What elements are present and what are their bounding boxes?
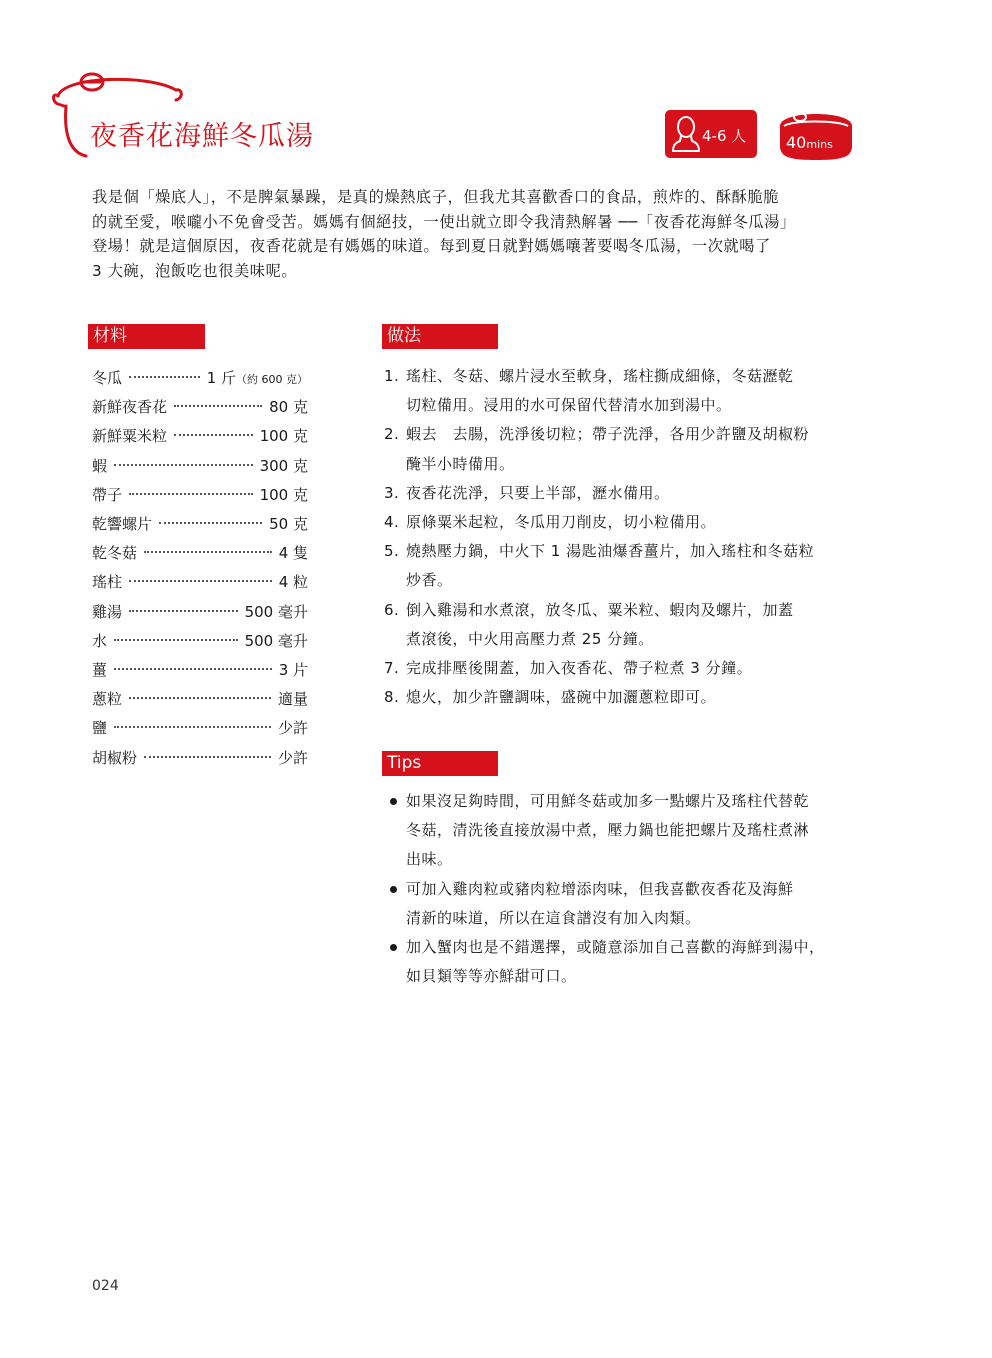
person-icon xyxy=(670,114,702,154)
method-step-number: 1. xyxy=(384,367,400,385)
method-step-line: 倒入雞湯和水煮滾，放冬瓜、粟米粒、蝦肉及螺片，加蓋 xyxy=(406,600,794,619)
method-step-line: 完成排壓後開蓋，加入夜香花、帶子粒煮 3 分鐘。 xyxy=(406,659,753,677)
tips-heading: Tips xyxy=(382,751,498,776)
leader-dots xyxy=(114,726,271,728)
ingredient-quantity-value: 3 片 xyxy=(278,661,308,679)
ingredient-quantity xyxy=(207,366,308,392)
tip-line: 出味。 xyxy=(406,850,453,869)
time-text xyxy=(786,133,833,152)
ingredient-row xyxy=(92,483,308,507)
leader-dots xyxy=(114,668,272,670)
ingredient-name: 冬瓜 xyxy=(92,369,123,387)
tip-line: 加入蟹肉也是不錯選擇，或隨意添加自己喜歡的海鮮到湯中， xyxy=(406,938,825,956)
ingredient-row xyxy=(92,629,308,653)
ingredient-quantity-value: 100 克 xyxy=(259,485,308,504)
tip-bullet xyxy=(390,798,397,805)
intro-line: 3 大碗，泡飯吃也很美味呢。 xyxy=(92,261,298,280)
ingredient-name: 薑 xyxy=(92,661,108,679)
tip-line: 如貝類等等亦鮮甜可口。 xyxy=(406,967,577,986)
ingredient-name: 新鮮粟米粒 xyxy=(92,427,168,446)
ingredient-quantity xyxy=(260,424,308,448)
ingredient-quantity-value: 300 克 xyxy=(259,456,308,475)
intro-line: 我是個「燥底人」，不是脾氣暴躁，是真的燥熱底子，但我尤其喜歡香口的食品，煎炸的、酥酥脆脆 xyxy=(92,188,780,206)
method-step-number: 3. xyxy=(384,483,400,502)
ingredient-quantity-value: 50 克 xyxy=(269,515,308,533)
ingredient-quantity-value: 80 克 xyxy=(269,398,308,417)
intro-line: 的就至愛，喉嚨小不免會受苦。媽媽有個絕技，一使出就立即令我清熱解暑 ──「夜香花海鮮冬瓜湯」 xyxy=(92,212,796,231)
tip-bullet xyxy=(390,886,397,893)
ingredient-row xyxy=(92,512,308,536)
intro-paragraph xyxy=(92,185,882,283)
ingredient-name: 乾冬菇 xyxy=(92,544,138,563)
intro-line: 登場！就是這個原因，夜香花就是有媽媽的味道。每到夏日就對媽媽嚷著要喝冬瓜湯，一次就喝了 xyxy=(92,237,771,255)
ingredient-row xyxy=(92,570,308,594)
recipe-title: 夜香花海鮮冬瓜湯 xyxy=(90,121,314,152)
ingredient-row xyxy=(92,454,308,478)
ingredient-name: 胡椒粉 xyxy=(92,748,138,767)
ingredient-quantity xyxy=(269,512,308,536)
ingredient-name: 乾響螺片 xyxy=(92,515,153,533)
ingredient-quantity-value: 500 毫升 xyxy=(244,602,308,621)
ingredient-quantity-value: 1 斤 xyxy=(206,369,236,387)
method-step-number: 5. xyxy=(384,542,400,561)
time-unit: mins xyxy=(806,138,833,151)
ingredient-row xyxy=(92,541,308,565)
method-step-line: 瑤柱、冬菇、螺片浸水至軟身，瑤柱撕成細條，冬菇瀝乾 xyxy=(406,367,794,385)
ingredient-name: 帶子 xyxy=(92,485,123,504)
tip-bullet xyxy=(390,944,397,951)
method-step-line: 炒香。 xyxy=(406,571,453,590)
ingredient-row xyxy=(92,658,308,682)
ingredient-quantity-value: 100 克 xyxy=(259,427,308,446)
tip-line: 如果沒足夠時間，可用鮮冬菇或加多一點螺片及瑤柱代替乾 xyxy=(406,792,810,810)
time-value: 40 xyxy=(786,133,807,152)
tip-line: 清新的味道，所以在這食譜沒有加入肉類。 xyxy=(406,908,701,927)
method-step-line: 燒熱壓力鍋，中火下 1 湯匙油爆香薑片，加入瑤柱和冬菇粒 xyxy=(406,542,815,561)
time-pot-icon xyxy=(776,102,856,162)
ingredient-quantity xyxy=(278,716,308,740)
ingredient-quantity xyxy=(269,395,308,419)
ingredient-quantity xyxy=(245,629,308,653)
leader-dots xyxy=(114,639,238,641)
ingredient-quantity xyxy=(278,746,308,770)
tip-line: 冬菇，清洗後直接放湯中煮，壓力鍋也能把螺片及瑤柱煮淋 xyxy=(406,821,810,840)
method-step-line: 煮滾後，中火用高壓力煮 25 分鐘。 xyxy=(406,629,654,648)
ingredient-quantity-value: 4 粒 xyxy=(278,573,308,592)
leader-dots xyxy=(129,376,200,378)
ingredient-row xyxy=(92,600,308,624)
ingredient-name: 鹽 xyxy=(92,719,108,738)
ingredient-row xyxy=(92,395,308,419)
ingredient-row xyxy=(92,746,308,770)
leader-dots xyxy=(114,464,253,466)
ingredient-row xyxy=(92,424,308,448)
ingredient-quantity xyxy=(260,483,308,507)
ingredient-name: 蔥粒 xyxy=(92,690,123,709)
ingredient-quantity-value: 少許 xyxy=(277,748,308,767)
ingredient-quantity xyxy=(279,570,308,594)
leader-dots xyxy=(159,522,262,524)
leader-dots xyxy=(174,405,262,407)
ingredient-quantity xyxy=(245,600,308,624)
ingredient-quantity-value: 4 隻 xyxy=(278,544,308,563)
method-step-number: 2. xyxy=(384,425,400,444)
ingredient-row xyxy=(92,687,308,711)
ingredient-name: 新鮮夜香花 xyxy=(92,398,168,417)
leader-dots xyxy=(144,551,272,553)
method-step-line: 切粒備用。浸用的水可保留代替清水加到湯中。 xyxy=(406,396,732,415)
method-step-number: 4. xyxy=(384,513,400,531)
method-heading: 做法 xyxy=(382,324,498,349)
ingredient-quantity-note: （約 600 克） xyxy=(236,373,308,386)
ingredient-quantity-value: 500 毫升 xyxy=(244,631,308,650)
method-step-line: 熄火，加少許鹽調味，盛碗中加灑蔥粒即可。 xyxy=(406,688,717,707)
ingredient-quantity xyxy=(260,454,308,478)
ingredient-quantity xyxy=(279,658,308,682)
ingredient-name: 瑤柱 xyxy=(92,573,123,592)
method-step-number: 7. xyxy=(384,659,400,677)
tip-line: 可加入雞肉粒或豬肉粒增添肉味，但我喜歡夜香花及海鮮 xyxy=(406,879,794,898)
ingredients-heading: 材料 xyxy=(88,324,205,349)
ingredient-quantity xyxy=(278,687,308,711)
leader-dots xyxy=(144,756,271,758)
ingredient-quantity xyxy=(279,541,308,565)
method-step-line: 原條粟米起粒，冬瓜用刀削皮，切小粒備用。 xyxy=(406,513,717,531)
servings-text: 4-6 人 xyxy=(702,127,747,145)
method-step-number: 8. xyxy=(384,688,400,707)
ingredient-name: 水 xyxy=(92,631,108,650)
method-step-line: 蝦去 去腸，洗淨後切粒；帶子洗淨，各用少許鹽及胡椒粉 xyxy=(406,425,810,444)
leader-dots xyxy=(174,434,253,436)
leader-dots xyxy=(129,610,238,612)
ingredient-row xyxy=(92,366,308,390)
method-step-line: 夜香花洗淨，只要上半部，瀝水備用。 xyxy=(406,483,670,502)
ingredient-name: 蝦 xyxy=(92,456,108,475)
leader-dots xyxy=(129,580,272,582)
leader-dots xyxy=(129,697,271,699)
ingredient-quantity-value: 適量 xyxy=(277,690,308,709)
ingredient-quantity-value: 少許 xyxy=(277,719,308,738)
ingredient-row xyxy=(92,716,308,740)
page-number: 024 xyxy=(92,1278,119,1294)
method-step-number: 6. xyxy=(384,600,400,619)
method-step-line: 醃半小時備用。 xyxy=(406,454,515,473)
ingredient-name: 雞湯 xyxy=(92,602,123,621)
leader-dots xyxy=(129,493,253,495)
